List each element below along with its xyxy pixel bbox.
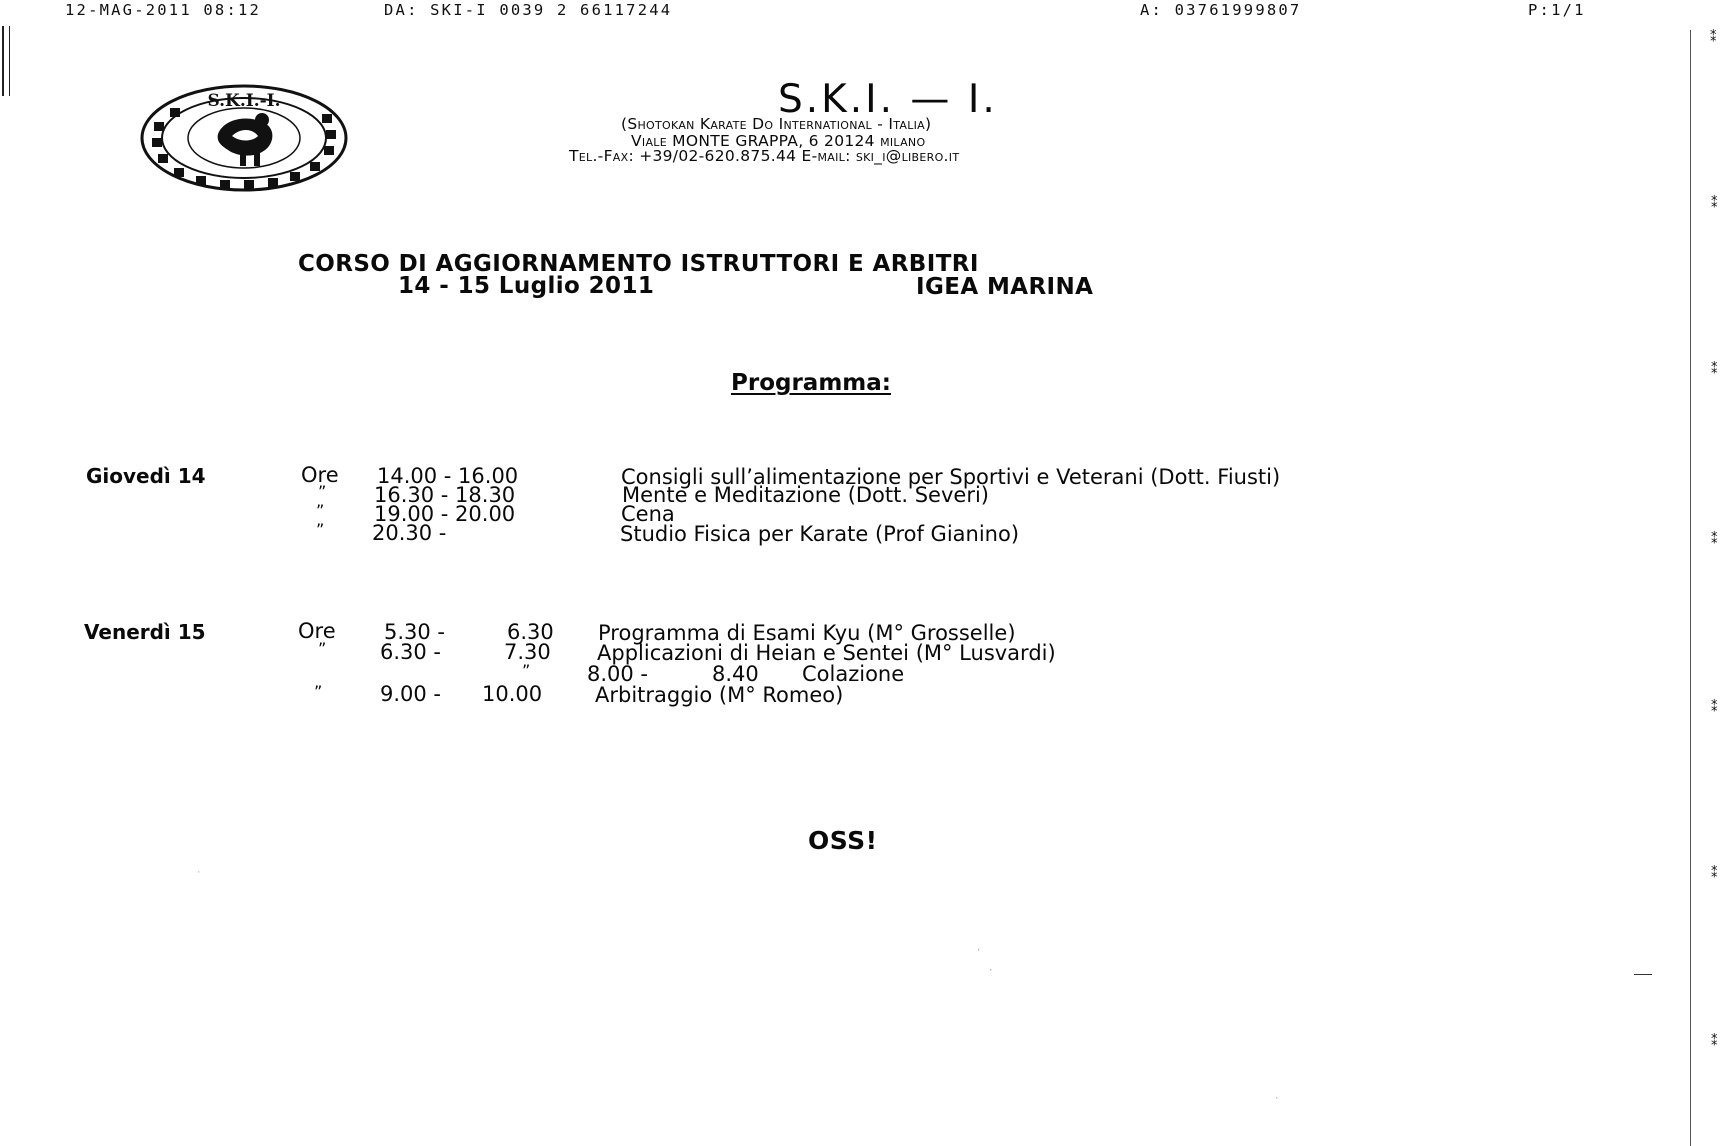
edge-mark: ⁑: [1710, 30, 1717, 45]
time-start: 6.30 -: [380, 640, 442, 664]
ditto-mark: ”: [314, 682, 323, 701]
scan-dust: ·: [1274, 1094, 1280, 1104]
activity: Cena: [621, 502, 675, 526]
day-label: Giovedì 14: [86, 464, 206, 488]
time-start: 5.30 -: [384, 620, 446, 644]
activity: Mente e Meditazione (Dott. Severi): [622, 483, 989, 507]
time-start: 9.00 -: [380, 682, 442, 706]
programma-heading: Programma:: [731, 370, 891, 396]
time-end: 6.30: [507, 620, 554, 644]
fax-recipient: A: 03761999807: [1140, 1, 1302, 19]
time-end: 10.00: [482, 682, 543, 706]
scan-edge-right: [1690, 30, 1691, 1146]
time-range: 19.00 - 20.00: [374, 502, 516, 526]
scan-dust: ·: [196, 868, 202, 878]
time-range: 16.30 - 18.30: [374, 483, 516, 507]
activity: Applicazioni di Heian e Sentei (M° Lusvardi): [597, 641, 1056, 665]
course-dates: 14 - 15 Luglio 2011: [398, 273, 655, 299]
logo-lettering: S.K.I.-I.: [207, 91, 281, 111]
ore-label: Ore: [301, 463, 339, 487]
closing-salute: OSS!: [808, 826, 878, 855]
activity: Programma di Esami Kyu (M° Grosselle): [598, 621, 1016, 645]
edge-mark: ⁑: [1711, 196, 1718, 211]
organization-name: S.K.I. — I.: [778, 77, 998, 122]
edge-mark: ⁑: [1711, 700, 1718, 715]
scan-edge-left: [2, 26, 4, 96]
edge-mark: ⁑: [1711, 1034, 1718, 1049]
scan-edge-left-2: [9, 26, 10, 96]
ditto-mark: ”: [318, 482, 327, 501]
activity: Consigli sull’alimentazione per Sportivi e Veterani (Dott. Fiusti): [621, 465, 1281, 489]
time-start: 8.00 -: [587, 662, 649, 686]
time-range: 20.30 -: [372, 521, 447, 545]
ditto-mark: ”: [522, 661, 531, 680]
organization-address: Viale MONTE GRAPPA, 6 20124 milano: [631, 132, 926, 150]
ditto-mark: ”: [316, 501, 325, 520]
activity: Arbitraggio (M° Romeo): [595, 683, 844, 707]
ditto-mark: ”: [318, 639, 327, 658]
time-range: 14.00 - 16.00: [377, 464, 519, 488]
scan-dust: ·: [988, 966, 994, 976]
activity: Studio Fisica per Karate (Prof Gianino): [620, 522, 1020, 546]
ski-logo-emblem: [140, 84, 348, 192]
edge-mark: ⁑: [1711, 532, 1718, 547]
time-end: 7.30: [504, 640, 551, 664]
fax-sender: DA: SKI-I 0039 2 66117244: [384, 1, 673, 19]
scan-dust: ·: [976, 946, 982, 956]
organization-contacts: Tel.-Fax: +39/02-620.875.44 E-mail: ski_i@libero.it: [569, 147, 960, 165]
fax-datetime: 12-MAG-2011 08:12: [65, 1, 262, 19]
course-location: IGEA MARINA: [916, 274, 1094, 300]
fax-page-number: P:1/1: [1528, 1, 1586, 19]
ore-label: Ore: [298, 619, 336, 643]
day-label: Venerdì 15: [84, 620, 206, 644]
time-end: 8.40: [712, 662, 759, 686]
ditto-mark: ”: [316, 520, 325, 539]
scan-mark: [1634, 974, 1652, 975]
edge-mark: ⁑: [1711, 362, 1718, 377]
course-title: CORSO DI AGGIORNAMENTO ISTRUTTORI E ARBITRI: [298, 251, 979, 277]
organization-fullname: (Shotokan Karate Do International - Italia): [621, 115, 932, 133]
edge-mark: ⁑: [1711, 866, 1718, 881]
activity: Colazione: [802, 662, 905, 686]
